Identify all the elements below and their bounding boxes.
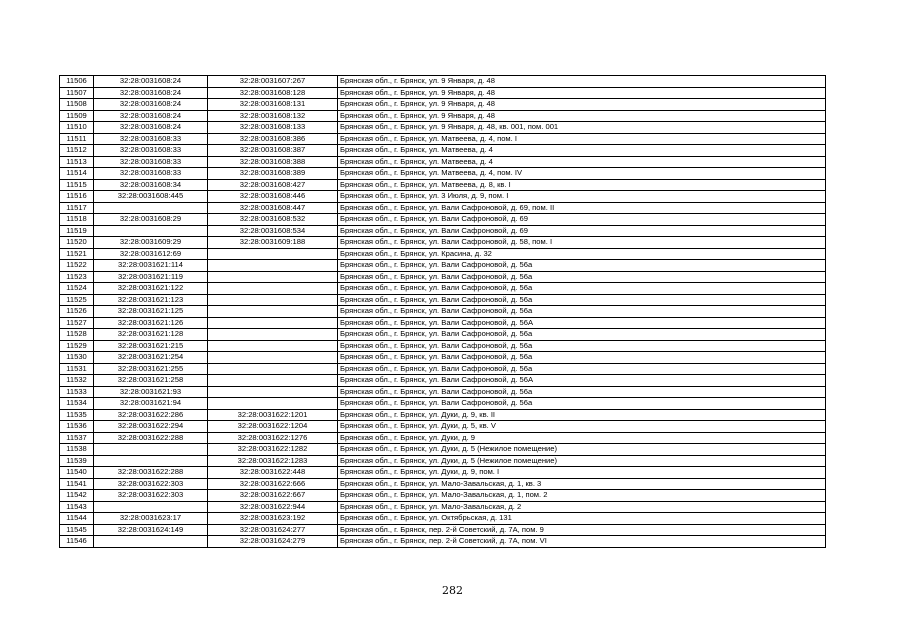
row-number-cell: 11536 xyxy=(60,421,94,433)
land-cadastral-number-cell: 32:28:0031621:258 xyxy=(94,375,208,387)
row-number-cell: 11533 xyxy=(60,386,94,398)
land-cadastral-number-cell: 32:28:0031608:445 xyxy=(94,191,208,203)
registry-table xyxy=(59,75,826,548)
address-cell: Брянская обл., г. Брянск, ул. 9 Января, д. 48 xyxy=(338,76,826,88)
land-cadastral-number-cell: 32:28:0031608:24 xyxy=(94,110,208,122)
row-number-cell: 11542 xyxy=(60,490,94,502)
object-cadastral-number-cell xyxy=(208,352,338,364)
row-number-cell: 11523 xyxy=(60,271,94,283)
land-cadastral-number-cell: 32:28:0031622:286 xyxy=(94,409,208,421)
object-cadastral-number-cell: 32:28:0031622:1204 xyxy=(208,421,338,433)
row-number-cell: 11528 xyxy=(60,329,94,341)
object-cadastral-number-cell: 32:28:0031624:279 xyxy=(208,536,338,548)
land-cadastral-number-cell: 32:28:0031608:24 xyxy=(94,76,208,88)
land-cadastral-number-cell: 32:28:0031608:33 xyxy=(94,156,208,168)
table-row xyxy=(60,398,826,410)
address-cell: Брянская обл., г. Брянск, ул. Красина, д. 32 xyxy=(338,248,826,260)
row-number-cell: 11537 xyxy=(60,432,94,444)
table-row xyxy=(60,329,826,341)
object-cadastral-number-cell: 32:28:0031622:448 xyxy=(208,467,338,479)
row-number-cell: 11517 xyxy=(60,202,94,214)
object-cadastral-number-cell xyxy=(208,248,338,260)
address-cell: Брянская обл., г. Брянск, ул. Вали Сафроновой, д. 69, пом. II xyxy=(338,202,826,214)
row-number-cell: 11511 xyxy=(60,133,94,145)
table-row xyxy=(60,467,826,479)
row-number-cell: 11506 xyxy=(60,76,94,88)
address-cell: Брянская обл., г. Брянск, ул. Вали Сафроновой, д. 56а xyxy=(338,283,826,295)
table-row xyxy=(60,168,826,180)
object-cadastral-number-cell: 32:28:0031623:192 xyxy=(208,513,338,525)
table-row xyxy=(60,271,826,283)
address-cell: Брянская обл., г. Брянск, ул. Дуки, д. 9, кв. II xyxy=(338,409,826,421)
table-row xyxy=(60,214,826,226)
table-row xyxy=(60,363,826,375)
row-number-cell: 11509 xyxy=(60,110,94,122)
address-cell: Брянская обл., г. Брянск, ул. Вали Сафроновой, д. 56а xyxy=(338,271,826,283)
object-cadastral-number-cell xyxy=(208,283,338,295)
table-row xyxy=(60,191,826,203)
address-cell: Брянская обл., г. Брянск, ул. Мало-Завальская, д. 2 xyxy=(338,501,826,513)
table-row xyxy=(60,237,826,249)
table-row xyxy=(60,283,826,295)
row-number-cell: 11541 xyxy=(60,478,94,490)
land-cadastral-number-cell: 32:28:0031621:94 xyxy=(94,398,208,410)
table-row xyxy=(60,87,826,99)
object-cadastral-number-cell: 32:28:0031608:128 xyxy=(208,87,338,99)
address-cell: Брянская обл., г. Брянск, ул. Матвеева, д. 4, пом. I xyxy=(338,133,826,145)
object-cadastral-number-cell xyxy=(208,340,338,352)
land-cadastral-number-cell: 32:28:0031621:123 xyxy=(94,294,208,306)
land-cadastral-number-cell xyxy=(94,536,208,548)
table-row xyxy=(60,524,826,536)
object-cadastral-number-cell: 32:28:0031622:1276 xyxy=(208,432,338,444)
object-cadastral-number-cell: 32:28:0031622:667 xyxy=(208,490,338,502)
row-number-cell: 11522 xyxy=(60,260,94,272)
object-cadastral-number-cell: 32:28:0031608:131 xyxy=(208,99,338,111)
object-cadastral-number-cell: 32:28:0031608:389 xyxy=(208,168,338,180)
row-number-cell: 11512 xyxy=(60,145,94,157)
land-cadastral-number-cell: 32:28:0031608:24 xyxy=(94,122,208,134)
object-cadastral-number-cell: 32:28:0031608:427 xyxy=(208,179,338,191)
land-cadastral-number-cell: 32:28:0031622:303 xyxy=(94,490,208,502)
row-number-cell: 11520 xyxy=(60,237,94,249)
object-cadastral-number-cell xyxy=(208,329,338,341)
table-row xyxy=(60,317,826,329)
row-number-cell: 11526 xyxy=(60,306,94,318)
address-cell: Брянская обл., г. Брянск, пер. 2-й Советский, д. 7А, пом. 9 xyxy=(338,524,826,536)
object-cadastral-number-cell: 32:28:0031608:387 xyxy=(208,145,338,157)
row-number-cell: 11510 xyxy=(60,122,94,134)
row-number-cell: 11540 xyxy=(60,467,94,479)
table-row xyxy=(60,179,826,191)
object-cadastral-number-cell xyxy=(208,260,338,272)
row-number-cell: 11529 xyxy=(60,340,94,352)
row-number-cell: 11514 xyxy=(60,168,94,180)
row-number-cell: 11513 xyxy=(60,156,94,168)
address-cell: Брянская обл., г. Брянск, ул. Вали Сафроновой, д. 56а xyxy=(338,386,826,398)
land-cadastral-number-cell: 32:28:0031622:294 xyxy=(94,421,208,433)
address-cell: Брянская обл., г. Брянск, ул. Дуки, д. 5 (Нежилое помещение) xyxy=(338,444,826,456)
object-cadastral-number-cell: 32:28:0031608:446 xyxy=(208,191,338,203)
address-cell: Брянская обл., г. Брянск, ул. Матвеева, д. 4 xyxy=(338,156,826,168)
land-cadastral-number-cell: 32:28:0031609:29 xyxy=(94,237,208,249)
address-cell: Брянская обл., г. Брянск, ул. Вали Сафроновой, д. 69 xyxy=(338,214,826,226)
address-cell: Брянская обл., г. Брянск, ул. 3 Июля, д. 9, пом. I xyxy=(338,191,826,203)
object-cadastral-number-cell xyxy=(208,271,338,283)
address-cell: Брянская обл., г. Брянск, ул. Октябрьская, д. 131 xyxy=(338,513,826,525)
address-cell: Брянская обл., г. Брянск, ул. Вали Сафроновой, д. 56А xyxy=(338,317,826,329)
row-number-cell: 11546 xyxy=(60,536,94,548)
object-cadastral-number-cell xyxy=(208,306,338,318)
row-number-cell: 11516 xyxy=(60,191,94,203)
object-cadastral-number-cell xyxy=(208,386,338,398)
row-number-cell: 11507 xyxy=(60,87,94,99)
table-row xyxy=(60,536,826,548)
object-cadastral-number-cell xyxy=(208,363,338,375)
table-row xyxy=(60,133,826,145)
land-cadastral-number-cell: 32:28:0031608:33 xyxy=(94,168,208,180)
object-cadastral-number-cell xyxy=(208,294,338,306)
table-row xyxy=(60,110,826,122)
row-number-cell: 11544 xyxy=(60,513,94,525)
land-cadastral-number-cell: 32:28:0031621:119 xyxy=(94,271,208,283)
table-row xyxy=(60,513,826,525)
land-cadastral-number-cell: 32:28:0031621:254 xyxy=(94,352,208,364)
row-number-cell: 11531 xyxy=(60,363,94,375)
address-cell: Брянская обл., г. Брянск, ул. Вали Сафроновой, д. 56а xyxy=(338,352,826,364)
object-cadastral-number-cell: 32:28:0031608:532 xyxy=(208,214,338,226)
table-row xyxy=(60,145,826,157)
table-row xyxy=(60,340,826,352)
land-cadastral-number-cell: 32:28:0031622:288 xyxy=(94,432,208,444)
address-cell: Брянская обл., г. Брянск, ул. 9 Января, д. 48 xyxy=(338,110,826,122)
land-cadastral-number-cell: 32:28:0031621:93 xyxy=(94,386,208,398)
table-row xyxy=(60,202,826,214)
address-cell: Брянская обл., г. Брянск, ул. Вали Сафроновой, д. 56а xyxy=(338,363,826,375)
land-cadastral-number-cell: 32:28:0031624:149 xyxy=(94,524,208,536)
land-cadastral-number-cell: 32:28:0031612:69 xyxy=(94,248,208,260)
object-cadastral-number-cell xyxy=(208,317,338,329)
address-cell: Брянская обл., г. Брянск, ул. 9 Января, д. 48, кв. 001, пом. 001 xyxy=(338,122,826,134)
table-row xyxy=(60,490,826,502)
address-cell: Брянская обл., г. Брянск, ул. Вали Сафроновой, д. 69 xyxy=(338,225,826,237)
land-cadastral-number-cell: 32:28:0031621:126 xyxy=(94,317,208,329)
table-row xyxy=(60,386,826,398)
address-cell: Брянская обл., г. Брянск, ул. Дуки, д. 9 xyxy=(338,432,826,444)
address-cell: Брянская обл., г. Брянск, ул. Мало-Завальская, д. 1, пом. 2 xyxy=(338,490,826,502)
object-cadastral-number-cell: 32:28:0031622:1201 xyxy=(208,409,338,421)
address-cell: Брянская обл., г. Брянск, ул. Вали Сафроновой, д. 56а xyxy=(338,329,826,341)
table-row xyxy=(60,432,826,444)
row-number-cell: 11535 xyxy=(60,409,94,421)
table-row xyxy=(60,501,826,513)
land-cadastral-number-cell xyxy=(94,202,208,214)
object-cadastral-number-cell xyxy=(208,375,338,387)
table-row xyxy=(60,421,826,433)
land-cadastral-number-cell: 32:28:0031608:33 xyxy=(94,145,208,157)
land-cadastral-number-cell: 32:28:0031623:17 xyxy=(94,513,208,525)
object-cadastral-number-cell: 32:28:0031622:1283 xyxy=(208,455,338,467)
object-cadastral-number-cell: 32:28:0031622:944 xyxy=(208,501,338,513)
address-cell: Брянская обл., г. Брянск, ул. Вали Сафроновой, д. 56а xyxy=(338,398,826,410)
row-number-cell: 11525 xyxy=(60,294,94,306)
land-cadastral-number-cell: 32:28:0031608:24 xyxy=(94,99,208,111)
address-cell: Брянская обл., г. Брянск, ул. 9 Января, д. 48 xyxy=(338,99,826,111)
address-cell: Брянская обл., г. Брянск, ул. Дуки, д. 5 (Нежилое помещение) xyxy=(338,455,826,467)
table-row xyxy=(60,76,826,88)
land-cadastral-number-cell: 32:28:0031608:24 xyxy=(94,87,208,99)
table-row xyxy=(60,409,826,421)
land-cadastral-number-cell xyxy=(94,225,208,237)
registry-table-body xyxy=(60,76,826,548)
land-cadastral-number-cell: 32:28:0031621:122 xyxy=(94,283,208,295)
table-row xyxy=(60,375,826,387)
row-number-cell: 11515 xyxy=(60,179,94,191)
object-cadastral-number-cell: 32:28:0031622:1282 xyxy=(208,444,338,456)
row-number-cell: 11538 xyxy=(60,444,94,456)
row-number-cell: 11518 xyxy=(60,214,94,226)
table-row xyxy=(60,455,826,467)
table-row xyxy=(60,248,826,260)
object-cadastral-number-cell: 32:28:0031608:132 xyxy=(208,110,338,122)
table-row xyxy=(60,99,826,111)
object-cadastral-number-cell: 32:28:0031609:188 xyxy=(208,237,338,249)
object-cadastral-number-cell: 32:28:0031622:666 xyxy=(208,478,338,490)
object-cadastral-number-cell: 32:28:0031608:386 xyxy=(208,133,338,145)
address-cell: Брянская обл., г. Брянск, ул. Вали Сафроновой, д. 56а xyxy=(338,260,826,272)
table-row xyxy=(60,478,826,490)
object-cadastral-number-cell: 32:28:0031608:388 xyxy=(208,156,338,168)
land-cadastral-number-cell xyxy=(94,444,208,456)
land-cadastral-number-cell xyxy=(94,455,208,467)
address-cell: Брянская обл., г. Брянск, пер. 2-й Советский, д. 7А, пом. VI xyxy=(338,536,826,548)
land-cadastral-number-cell: 32:28:0031621:125 xyxy=(94,306,208,318)
object-cadastral-number-cell: 32:28:0031608:534 xyxy=(208,225,338,237)
address-cell: Брянская обл., г. Брянск, ул. Матвеева, д. 8, кв. I xyxy=(338,179,826,191)
land-cadastral-number-cell: 32:28:0031608:34 xyxy=(94,179,208,191)
land-cadastral-number-cell: 32:28:0031622:303 xyxy=(94,478,208,490)
address-cell: Брянская обл., г. Брянск, ул. Матвеева, д. 4 xyxy=(338,145,826,157)
row-number-cell: 11521 xyxy=(60,248,94,260)
row-number-cell: 11527 xyxy=(60,317,94,329)
table-row xyxy=(60,306,826,318)
object-cadastral-number-cell: 32:28:0031607:267 xyxy=(208,76,338,88)
row-number-cell: 11543 xyxy=(60,501,94,513)
row-number-cell: 11519 xyxy=(60,225,94,237)
page-number: 282 xyxy=(442,584,463,597)
address-cell: Брянская обл., г. Брянск, ул. Дуки, д. 5, кв. V xyxy=(338,421,826,433)
table-row xyxy=(60,260,826,272)
land-cadastral-number-cell: 32:28:0031622:288 xyxy=(94,467,208,479)
table-row xyxy=(60,352,826,364)
row-number-cell: 11530 xyxy=(60,352,94,364)
row-number-cell: 11534 xyxy=(60,398,94,410)
land-cadastral-number-cell: 32:28:0031608:29 xyxy=(94,214,208,226)
row-number-cell: 11545 xyxy=(60,524,94,536)
table-row xyxy=(60,225,826,237)
row-number-cell: 11508 xyxy=(60,99,94,111)
table-row xyxy=(60,294,826,306)
address-cell: Брянская обл., г. Брянск, ул. 9 Января, д. 48 xyxy=(338,87,826,99)
land-cadastral-number-cell: 32:28:0031621:128 xyxy=(94,329,208,341)
address-cell: Брянская обл., г. Брянск, ул. Мало-Завальская, д. 1, кв. 3 xyxy=(338,478,826,490)
address-cell: Брянская обл., г. Брянск, ул. Вали Сафроновой, д. 58, пом. I xyxy=(338,237,826,249)
land-cadastral-number-cell: 32:28:0031621:255 xyxy=(94,363,208,375)
address-cell: Брянская обл., г. Брянск, ул. Матвеева, д. 4, пом. IV xyxy=(338,168,826,180)
table-row xyxy=(60,156,826,168)
row-number-cell: 11532 xyxy=(60,375,94,387)
row-number-cell: 11524 xyxy=(60,283,94,295)
address-cell: Брянская обл., г. Брянск, ул. Вали Сафроновой, д. 56а xyxy=(338,294,826,306)
address-cell: Брянская обл., г. Брянск, ул. Вали Сафроновой, д. 56А xyxy=(338,375,826,387)
land-cadastral-number-cell: 32:28:0031621:215 xyxy=(94,340,208,352)
object-cadastral-number-cell: 32:28:0031608:133 xyxy=(208,122,338,134)
land-cadastral-number-cell xyxy=(94,501,208,513)
object-cadastral-number-cell: 32:28:0031608:447 xyxy=(208,202,338,214)
object-cadastral-number-cell xyxy=(208,398,338,410)
land-cadastral-number-cell: 32:28:0031608:33 xyxy=(94,133,208,145)
object-cadastral-number-cell: 32:28:0031624:277 xyxy=(208,524,338,536)
row-number-cell: 11539 xyxy=(60,455,94,467)
address-cell: Брянская обл., г. Брянск, ул. Дуки, д. 9, пом. I xyxy=(338,467,826,479)
address-cell: Брянская обл., г. Брянск, ул. Вали Сафроновой, д. 56а xyxy=(338,306,826,318)
address-cell: Брянская обл., г. Брянск, ул. Вали Сафроновой, д. 56а xyxy=(338,340,826,352)
table-row xyxy=(60,122,826,134)
table-row xyxy=(60,444,826,456)
land-cadastral-number-cell: 32:28:0031621:114 xyxy=(94,260,208,272)
